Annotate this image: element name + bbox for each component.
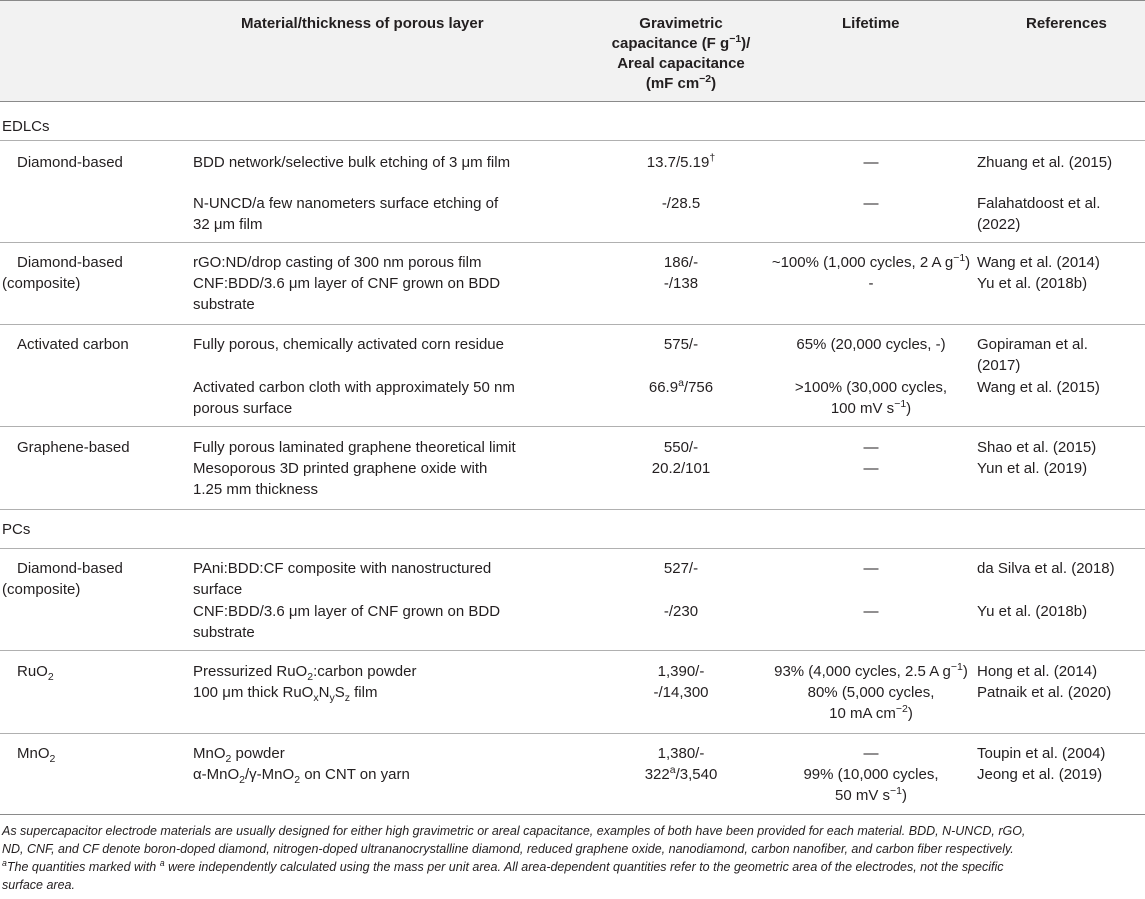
table-row-material: Pressurized RuO$_2$:carbon powder <box>193 663 417 683</box>
table-row-capacitance: 550/- <box>663 439 699 456</box>
table-row-capacitance: 527/- <box>663 560 699 577</box>
header-capacitance: Gravimetric capacitance (F $g^{-1})/$ Areal capacitance (mF $cm^{-2}$) <box>611 15 751 92</box>
table-bottom-rule <box>0 814 1145 815</box>
category-graphene: Graphene-based <box>17 439 130 456</box>
table-row-lifetime: — <box>863 439 879 456</box>
table-row-material: Mesoporous 3D printed graphene oxide with 1.25 mm thickness <box>193 460 488 498</box>
table-row-reference: Yu et al. (2018b) <box>977 275 1088 292</box>
divider <box>0 426 1145 427</box>
table-row-lifetime: — <box>863 745 879 762</box>
category-diamond: Diamond-based <box>17 154 123 171</box>
table-row-reference: Wang et al. (2014) <box>977 254 1100 271</box>
table-row-lifetime: — <box>863 560 879 577</box>
table-row-reference: da Silva et al. (2018) <box>977 560 1115 577</box>
category-diamond-composite: Diamond-based (composite) <box>2 254 123 292</box>
table-row-reference: Gopiraman et al. (2017) <box>977 336 1088 374</box>
section-edlcs: EDLCs <box>2 118 50 135</box>
table-row-capacitance: 1,390/- <box>657 663 705 680</box>
table-row-reference: Wang et al. (2015) <box>977 379 1100 396</box>
divider <box>0 324 1145 325</box>
table-row-material: Activated carbon cloth with approximately 50 nm porous surface <box>193 379 515 417</box>
table-row-reference: Jeong et al. (2019) <box>977 766 1103 783</box>
table-header <box>0 0 1145 102</box>
table-row-material: CNF:BDD/3.6 μm layer of CNF grown on BDD substrate <box>193 275 501 313</box>
table-row-material: Fully porous laminated graphene theoretical limit <box>193 439 516 456</box>
table-row-reference: Shao et al. (2015) <box>977 439 1097 456</box>
header-lifetime: Lifetime <box>842 15 900 32</box>
table-row-material: Fully porous, chemically activated corn residue <box>193 336 504 353</box>
table-row-lifetime: >100% (30,000 cycles, 100 mV $s^{-1}$) <box>794 379 948 417</box>
table-row-capacitance: -/14,300 <box>653 684 709 701</box>
table-row-capacitance: 20.2/101 <box>651 460 711 477</box>
table-row-material: MnO$_2$ powder <box>193 745 285 765</box>
table-row-lifetime: — <box>863 195 879 212</box>
table-row-lifetime: ~100% (1,000 cycles, 2 A $g^{-1}$) <box>771 252 971 271</box>
table-row-capacitance: 13.7/5.19† <box>646 152 716 171</box>
table-row-material: 100 μm thick $RuO_xN_yS_z$ film <box>193 684 378 704</box>
table-footnote: As supercapacitor electrode materials are usually designed for either high gravimetric or areal capacitance, examples of both have been provided for each material. BDD, N-UNCD, rGO, ND, CNF, and CF denote boron-doped diamond, nitrogen-doped ultrananocrystalline diamond, reduced graphene oxide, nanodiamond, carbon nanofiber, and carbon fiber respectively. $^a$The quantities marked with $^a$ were independently calculated using the mass per unit area. All area-dependent quantities refer to the geometric area of the electrodes, not the specific surface area. <box>2 824 1026 892</box>
table-row-lifetime: — <box>863 603 879 620</box>
section-pcs: PCs <box>2 521 31 538</box>
table-row-lifetime: - <box>868 275 874 292</box>
table-row-reference: Falahatdoost et al. (2022) <box>977 195 1101 233</box>
divider <box>0 650 1145 651</box>
table-row-capacitance: -/138 <box>663 275 699 292</box>
table-row-reference: Hong et al. (2014) <box>977 663 1098 680</box>
table-row-capacitance: -/28.5 <box>661 195 701 212</box>
table-row-capacitance: 66.9$^a$/756 <box>648 377 714 396</box>
table-row-material: CNF:BDD/3.6 μm layer of CNF grown on BDD substrate <box>193 603 501 641</box>
table-row-reference: Zhuang et al. (2015) <box>977 154 1113 171</box>
table-row-material: N-UNCD/a few nanometers surface etching of 32 μm film <box>193 195 499 233</box>
table-row-capacitance: 1,380/- <box>657 745 705 762</box>
header-references: References <box>1026 15 1107 32</box>
table-row-capacitance: 322$^a$/3,540 <box>644 764 718 783</box>
table-row-lifetime: — <box>863 460 879 477</box>
category-mno2: MnO$_2$ <box>17 745 56 765</box>
table-row-material: BDD network/selective bulk etching of 3 μm film <box>193 154 511 171</box>
category-ruo2: RuO$_2$ <box>17 663 54 683</box>
divider <box>0 140 1145 141</box>
table-row-material: α-MnO$_2$/γ-MnO$_2$ on CNT on yarn <box>193 766 410 786</box>
table-row-reference: Toupin et al. (2004) <box>977 745 1106 762</box>
table-row-lifetime: 93% (4,000 cycles, 2.5 A $g^{-1}$) <box>774 661 968 680</box>
divider <box>0 242 1145 243</box>
table-row-lifetime: 99% (10,000 cycles, 50 mV $s^{-1}$) <box>803 766 939 804</box>
table-row-reference: Yu et al. (2018b) <box>977 603 1088 620</box>
header-material: Material/thickness of porous layer <box>241 15 484 32</box>
category-activated-carbon: Activated carbon <box>17 336 129 353</box>
table-row-reference: Patnaik et al. (2020) <box>977 684 1112 701</box>
table-row-capacitance: -/230 <box>663 603 699 620</box>
divider <box>0 509 1145 510</box>
table-row-lifetime: 80% (5,000 cycles, 10 mA $cm^{-2}$) <box>807 684 935 722</box>
table-row-material: PAni:BDD:CF composite with nanostructured surface <box>193 560 492 598</box>
table-row-lifetime: — <box>863 154 879 171</box>
divider <box>0 733 1145 734</box>
table-row-lifetime: 65% (20,000 cycles, -) <box>796 336 946 353</box>
table-row-reference: Yun et al. (2019) <box>977 460 1088 477</box>
category-pc-diamond-composite: Diamond-based (composite) <box>2 560 123 598</box>
table-row-capacitance: 575/- <box>663 336 699 353</box>
table-row-capacitance: 186/- <box>663 254 699 271</box>
table-row-material: rGO:ND/drop casting of 300 nm porous film <box>193 254 482 271</box>
divider <box>0 548 1145 549</box>
